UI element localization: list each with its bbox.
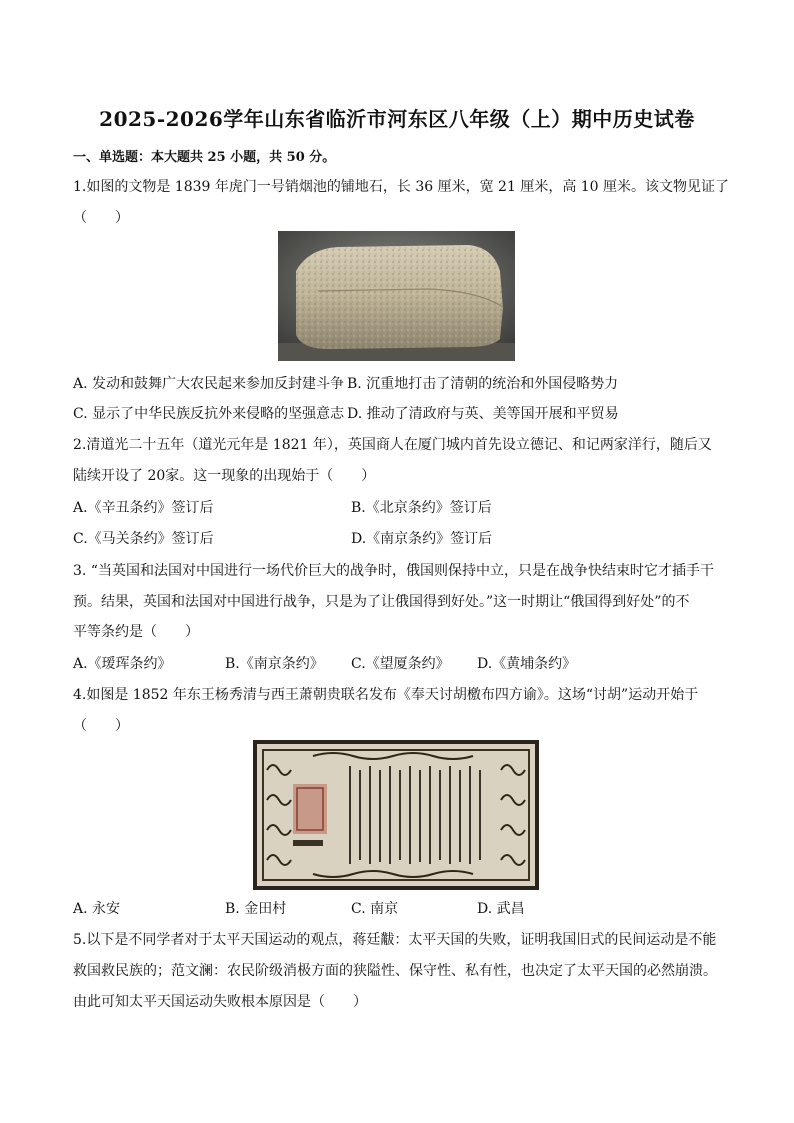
question-1-option-b[interactable]: B. 沉重地打击了清朝的统治和外国侵略势力 — [347, 376, 619, 392]
question-2-option-a[interactable]: A.《辛丑条约》签订后 — [73, 500, 214, 516]
question-3-option-d[interactable]: D.《黄埔条约》 — [477, 656, 577, 672]
question-3-option-b[interactable]: B.《南京条约》 — [225, 656, 324, 672]
stone-relic-image — [278, 231, 515, 361]
question-1-option-a[interactable]: A. 发动和鼓舞广大农民起来参加反封建斗争 — [73, 376, 345, 392]
question-5-text-line-1: 5.以下是不同学者对于太平天国运动的观点，蒋廷黻：太平天国的失败，证明我国旧式的民间运动是不能 — [73, 932, 717, 948]
question-1-text-line-1: 1.如图的文物是 1839 年虎门一号销烟池的铺地石，长 36 厘米，宽 21 厘米，高 10 厘米。该文物见证了 — [73, 179, 730, 195]
question-2-text-line-2: 陆续开设了 20家。这一现象的出现始于（ ） — [73, 468, 376, 484]
question-3-text-line-3: 平等条约是（ ） — [73, 624, 199, 640]
question-5-text-line-2: 救国救民族的；范文澜：农民阶级消极方面的狭隘性、保守性、私有性，也决定了太平天国的必然崩溃。 — [73, 963, 717, 979]
question-2-option-b[interactable]: B.《北京条约》签订后 — [351, 500, 492, 516]
question-3-text-line-2: 预。结果，英国和法国对中国进行战争，只是为了让俄国得到好处。”这一时期让“俄国得到好处”的不 — [73, 594, 690, 610]
question-3-option-a[interactable]: A.《瑷珲条约》 — [73, 656, 172, 672]
page-title: 2025-2026学年山东省临沂市河东区八年级（上）期中历史试卷 — [99, 107, 695, 131]
section-heading: 一、单选题：本大题共 25 小题，共 50 分。 — [73, 150, 336, 165]
edict-document-image — [253, 740, 539, 890]
question-4-option-d[interactable]: D. 武昌 — [477, 901, 525, 917]
question-5-text-line-3: 由此可知太平天国运动失败根本原因是（ ） — [73, 994, 367, 1010]
question-4-text-line-1: 4.如图是 1852 年东王杨秀清与西王萧朝贵联名发布《奉天讨胡檄布四方谕》。这场“讨胡”运动开始于 — [73, 687, 699, 703]
question-4-text-line-2: （ ） — [73, 718, 129, 734]
question-1-text-line-2: （ ） — [73, 210, 129, 226]
question-2-text-line-1: 2.清道光二十五年（道光元年是 1821 年），英国商人在厦门城内首先设立德记、和记两家洋行，随后又 — [73, 437, 712, 453]
question-3-text-line-1: 3. “当英国和法国对中国进行一场代价巨大的战争时，俄国则保持中立，只是在战争快结束时它才插手干 — [73, 563, 714, 579]
question-4-option-b[interactable]: B. 金田村 — [225, 901, 287, 917]
question-2-option-c[interactable]: C.《马关条约》签订后 — [73, 531, 214, 547]
question-4-option-c[interactable]: C. 南京 — [351, 901, 399, 917]
question-1-option-d[interactable]: D. 推动了清政府与英、美等国开展和平贸易 — [347, 406, 619, 422]
question-4-option-a[interactable]: A. 永安 — [73, 901, 121, 917]
question-2-option-d[interactable]: D.《南京条约》签订后 — [351, 531, 493, 547]
question-3-option-c[interactable]: C.《望厦条约》 — [351, 656, 450, 672]
question-1-option-c[interactable]: C. 显示了中华民族反抗外来侵略的坚强意志 — [73, 406, 345, 422]
